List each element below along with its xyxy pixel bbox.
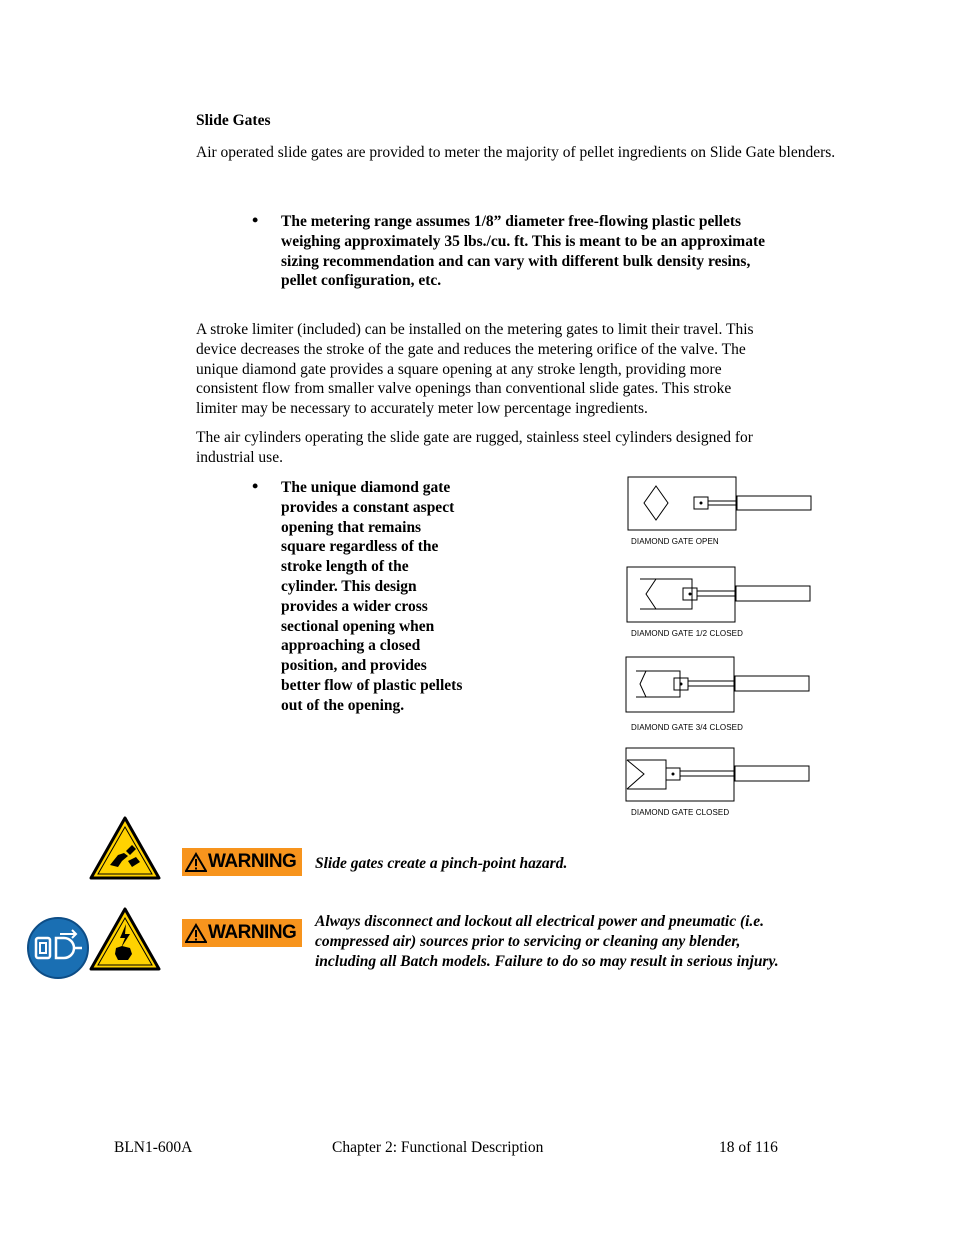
- warning-badge: [182, 848, 302, 876]
- bullet-line: approaching a closed: [281, 637, 421, 655]
- bullet-marker: •: [252, 210, 259, 230]
- paragraph-line: device decreases the stroke of the gate and reduces the metering orifice of the valve. The: [196, 340, 746, 358]
- intro-paragraph: Air operated slide gates are provided to meter the majority of pellet ingredients on Slide Gate blenders.: [196, 144, 836, 161]
- electrical-shock-hazard-icon: [88, 906, 162, 972]
- diamond-gate-half-closed-diagram: [620, 562, 820, 628]
- warning-line: compressed air) sources prior to servicing or cleaning any blender,: [315, 933, 741, 950]
- footer-doc-id: BLN1-600A: [114, 1139, 193, 1156]
- diamond-gate-closed-diagram: [618, 744, 818, 806]
- bullet-line: cylinder. This design: [281, 577, 417, 595]
- bullet-diamond-gate: [281, 478, 462, 716]
- warning-badge: [182, 919, 302, 947]
- paragraph-line: limiter may be necessary to accurately meter low percentage ingredients.: [196, 400, 648, 418]
- warning-text-disconnect: [315, 912, 779, 972]
- bullet-line: out of the opening.: [281, 696, 405, 714]
- paragraph-line: The air cylinders operating the slide gate are rugged, stainless steel cylinders designed for: [196, 429, 753, 446]
- bullet-line: sizing recommendation and can vary with different bulk density resins,: [281, 252, 751, 270]
- warning-badge-label: WARNING: [208, 922, 297, 943]
- warning-triangle-icon: [185, 923, 207, 943]
- warning-line: Always disconnect and lockout all electrical power and pneumatic (i.e.: [315, 913, 765, 930]
- disconnect-power-icon: [26, 916, 90, 980]
- bullet-line: provides a wider cross: [281, 597, 428, 615]
- bullet-line: pellet configuration, etc.: [281, 272, 442, 290]
- diamond-gate-three-quarter-closed-diagram: [618, 653, 818, 719]
- diagram-label-closed: DIAMOND GATE CLOSED: [631, 808, 730, 815]
- paragraph-line: industrial use.: [196, 448, 283, 466]
- bullet-line: opening that remains: [281, 518, 422, 536]
- bullet-line: provides a constant aspect: [281, 498, 455, 516]
- bullet-metering-range: [281, 212, 765, 291]
- diagram-label-three-quarter-closed: DIAMOND GATE 3/4 CLOSED: [631, 723, 743, 732]
- footer-page-number: 18 of 116: [719, 1139, 778, 1156]
- stroke-limiter-paragraph: [196, 320, 754, 419]
- paragraph-line: A stroke limiter (included) can be installed on the metering gates to limit their travel. This: [196, 321, 754, 338]
- bullet-line: sectional opening when: [281, 617, 435, 635]
- bullet-line: square regardless of the: [281, 538, 439, 556]
- warning-badge-label: WARNING: [208, 851, 297, 872]
- bullet-marker: •: [252, 476, 259, 496]
- diamond-gate-open-diagram: [620, 472, 820, 536]
- warning-line: including all Batch models. Failure to do so may result in serious injury.: [315, 953, 779, 970]
- warning-triangle-icon: [185, 852, 207, 872]
- bullet-line: stroke length of the: [281, 558, 409, 576]
- paragraph-line: unique diamond gate provides a square opening at any stroke length, providing more: [196, 360, 722, 378]
- bullet-line: The metering range assumes 1/8” diameter free-flowing plastic pellets: [281, 213, 742, 230]
- diagram-label-open: DIAMOND GATE OPEN: [631, 537, 719, 546]
- diagram-label-half-closed: DIAMOND GATE 1/2 CLOSED: [631, 629, 743, 638]
- footer-chapter: Chapter 2: Functional Description: [332, 1139, 544, 1156]
- air-cylinders-paragraph: [196, 428, 753, 468]
- bullet-line: The unique diamond gate: [281, 479, 451, 496]
- bullet-line: better flow of plastic pellets: [281, 676, 463, 694]
- section-title: Slide Gates: [196, 112, 271, 129]
- warning-text-pinch-point: [315, 854, 567, 874]
- warning-line: Slide gates create a pinch-point hazard.: [315, 855, 568, 872]
- bullet-line: weighing approximately 35 lbs./cu. ft. This is meant to be an approximate: [281, 232, 765, 250]
- diagram-label-closed-clip: [628, 806, 738, 815]
- paragraph-line: consistent flow from smaller valve openings than conventional slide gates. This stroke: [196, 380, 732, 398]
- bullet-line: position, and provides: [281, 657, 427, 675]
- pinch-point-hazard-icon: [88, 815, 162, 881]
